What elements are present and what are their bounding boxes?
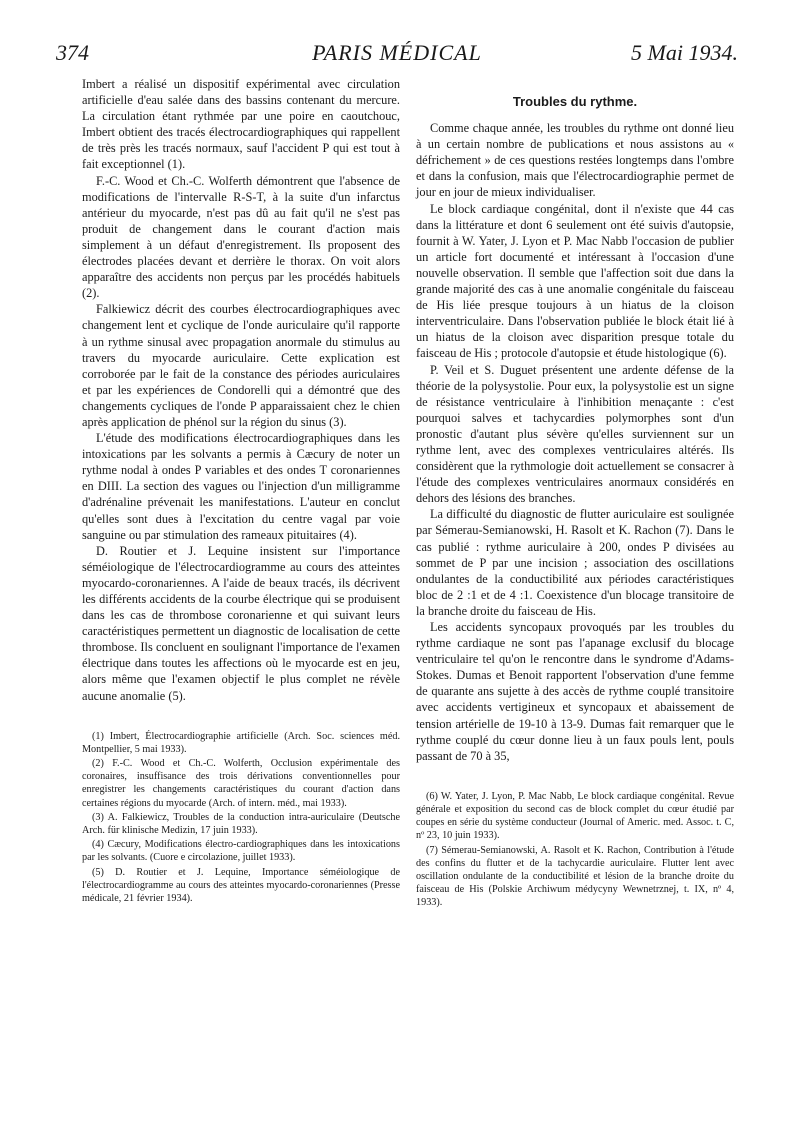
body-paragraph: Comme chaque année, les troubles du rythme ont donné lieu à un certain nombre de publications et nous assistons au « défrichement » de ces questions restées longtemps dans l'ombre et dans la confusion, mais que l'électrocardiographie permet de jour en jour de mieux individualiser. (416, 121, 734, 200)
body-paragraph: D. Routier et J. Lequine insistent sur l'importance séméiologique de l'électrocardiogramme au cours des atteintes myocardo-coronariennes. A l'aide de beaux tracés, ils décrivent les différents accidents de la courbe électrique qui se produisent dans les cas de thrombose coronarienne et qui suivant leurs caractéristiques permettent un diagnostic de localisation de cette thrombose. Ils concluent en soulignant l'importance de l'examen électrique dans toutes les affections où le myocarde est en jeu, alors même que l'examen objectif le plus complet ne révèle aucune anomalie (5). (82, 543, 400, 703)
footnote: (2) F.-C. Wood et Ch.-C. Wolferth, Occlusion expérimentale des coronaires, insuffisance des trois dérivations conventionnelles pour enregistrer les changements caractéristiques du courant d'action dans certaines régions du myocarde (Arch. of intern. méd., mai 1933). (82, 758, 400, 809)
body-paragraph: Imbert a réalisé un dispositif expérimental avec circulation artificielle d'eau salée dans des bassins contenant du mercure. La circulation étant rythmée par une poire en caoutchouc, Imbert obtient des tracés électrocardiographiques qui rappellent de très près les tracés normaux, sauf l'accident P qui est tout à fait exceptionnel (1). (82, 77, 400, 172)
right-column (416, 94, 734, 911)
footnote: (3) A. Falkiewicz, Troubles de la conduction intra-auriculaire (Deutsche Arch. für klinische Medizin, 17 juin 1933). (82, 811, 400, 837)
body-paragraph: Les accidents syncopaux provoqués par les troubles du rythme cardiaque ne sont pas l'apanage exclusif du blocage ventriculaire tel qu'on le rencontre dans le syndrome d'Adams-Stokes. Dumas et Benoit rapportent l'observation d'une femme de quarante ans sujette à des accès de rythme couplé transitoire avec accidents vertigineux et syncopaux et abaissement de tension artérielle de 19-10 à 13-9. Dumas fait remarquer que le rythme couplé du cœur donne lieu à un faux pouls lent, pouls passant de 70 à 35, (416, 620, 734, 763)
section-title: Troubles du rythme. (512, 94, 638, 109)
footnote: (7) Sémerau-Semianowski, A. Rasolt et K. Rachon, Contribution à l'étude des confins du flutter et de la tachycardie auriculaire. Flutter lent avec oscillation ondulante de la conductibilité et lésion de la branche droite du faisceau de His (Polskie Archiwum médycyny Wewnetrznej, t. IX, nº 4, 1933). (416, 844, 734, 909)
footnote-separator (82, 704, 400, 730)
footnote: (5) D. Routier et J. Lequine, Importance séméiologique de l'électrocardiogramme au cours des atteintes myocardo-coronariennes (Presse médicale, 21 février 1934). (82, 866, 400, 905)
body-paragraph: Falkiewicz décrit des courbes électrocardiographiques avec changement lent et cyclique de l'onde auriculaire qu'il rapporte à un rythme sinusal avec propagation anormale du stimulus au travers du myocarde auriculaire. Cette explication est corroborée par le fait de la constance des périodes auriculaires et par les expériences de Condorelli qui a démontré que des changements cycliques de l'onde P apparaissaient chez le chien après application de phénol sur la région du sinus (3). (82, 302, 400, 429)
footnote: (4) Cæcury, Modifications électro-cardiographiques dans les intoxications par les solvants. (Cuore e circolazione, juillet 1933). (82, 839, 400, 864)
body-paragraph: Le block cardiaque congénital, dont il n'existe que 44 cas dans la littérature et dont 6 seulement ont été suivis d'autopsie, fournit à W. Yater, J. Lyon et P. Mac Nabb l'occasion de publier un article fort documenté et intéressant à l'occasion d'une nouvelle observation. Il semble que l'affection soit due dans la grande majorité des cas à une anomalie congénitale du faisceau de His liée presque toujours à un hiatus de la cloison interventriculaire. Dans l'observation publiée le block était lié à un hiatus de la cloison avec disparition presque totale du faisceau de His ; protocole d'autopsie et étude histologique (6). (416, 201, 734, 361)
body-paragraph: L'étude des modifications électrocardiographiques dans les intoxications par les solvants a permis à Cæcury de noter un rythme nodal à ondes P variables et des ondes T coronariennes en DIII. La section des vagues ou l'injection d'un milligramme d'adrénaline prévenait les manifestations. L'auteur en conclut qu'elles sont dues à l'excitation du centre vagal par voie sanguine ou par stimulation des rameaux pituitaires (4). (82, 431, 400, 542)
journal-title: PARIS MÉDICAL (312, 40, 482, 65)
footnote-separator (416, 764, 734, 790)
body-paragraph: F.-C. Wood et Ch.-C. Wolferth démontrent que l'absence de modifications de l'intervalle R-S-T, à la suite d'un infarctus antérieur du myocarde, n'est pas dû au fait qu'il ne s'est pas produit de changement dans le courant d'action mais simplement à un défaut d'enregistrement. Ils proposent des électrodes placées devant et derrière le thorax. On voit alors apparaître des accidents non perçus par les procédés habituels (2). (82, 173, 400, 301)
left-column (82, 76, 400, 906)
page-header (56, 40, 738, 68)
issue-date: 5 Mai 1934. (631, 40, 738, 65)
page-number: 374 (56, 40, 89, 65)
body-paragraph: La difficulté du diagnostic de flutter auriculaire est soulignée par Sémerau-Semianowski, H. Rasolt et K. Rachon (7). Dans le cas publié : rythme auriculaire à 200, ondes P divisées au sommet de P par une incision ; association des oscillations ondulantes de la conductibilité aux périodes caractéristiques bloc de 2 :1 et de 4 :1. Coexistence d'un blocage transitoire de la branche droite du faisceau de His. (416, 507, 734, 618)
body-paragraph: P. Veil et S. Duguet présentent une ardente défense de la théorie de la polysystolie. Pour eux, la polysystolie est un signe de résistance ventriculaire à l'inhibition menaçante : c'est pourquoi salves et tachycardies polymorphes sont d'un pronostic d'autant plus sévère qu'elles surviennent sur un rythme lent, avec des complexes ventriculaires altérés. Ils considèrent que la rythmologie doit actuellement se consacrer à l'étude des complexes ventriculaires anormaux considérés en dehors des lésions des branches. (416, 362, 734, 506)
footnote: (6) W. Yater, J. Lyon, P. Mac Nabb, Le block cardiaque congénital. Revue générale et exposition du second cas de block complet du cœur étudié par coupes en série du système conducteur (Journal of Americ. med. Assoc. t. C, nº 23, 10 juin 1933). (416, 790, 734, 842)
footnote: (1) Imbert, Électrocardiographie artificielle (Arch. Soc. sciences méd. Montpellier, 5 mai 1933). (82, 730, 400, 755)
